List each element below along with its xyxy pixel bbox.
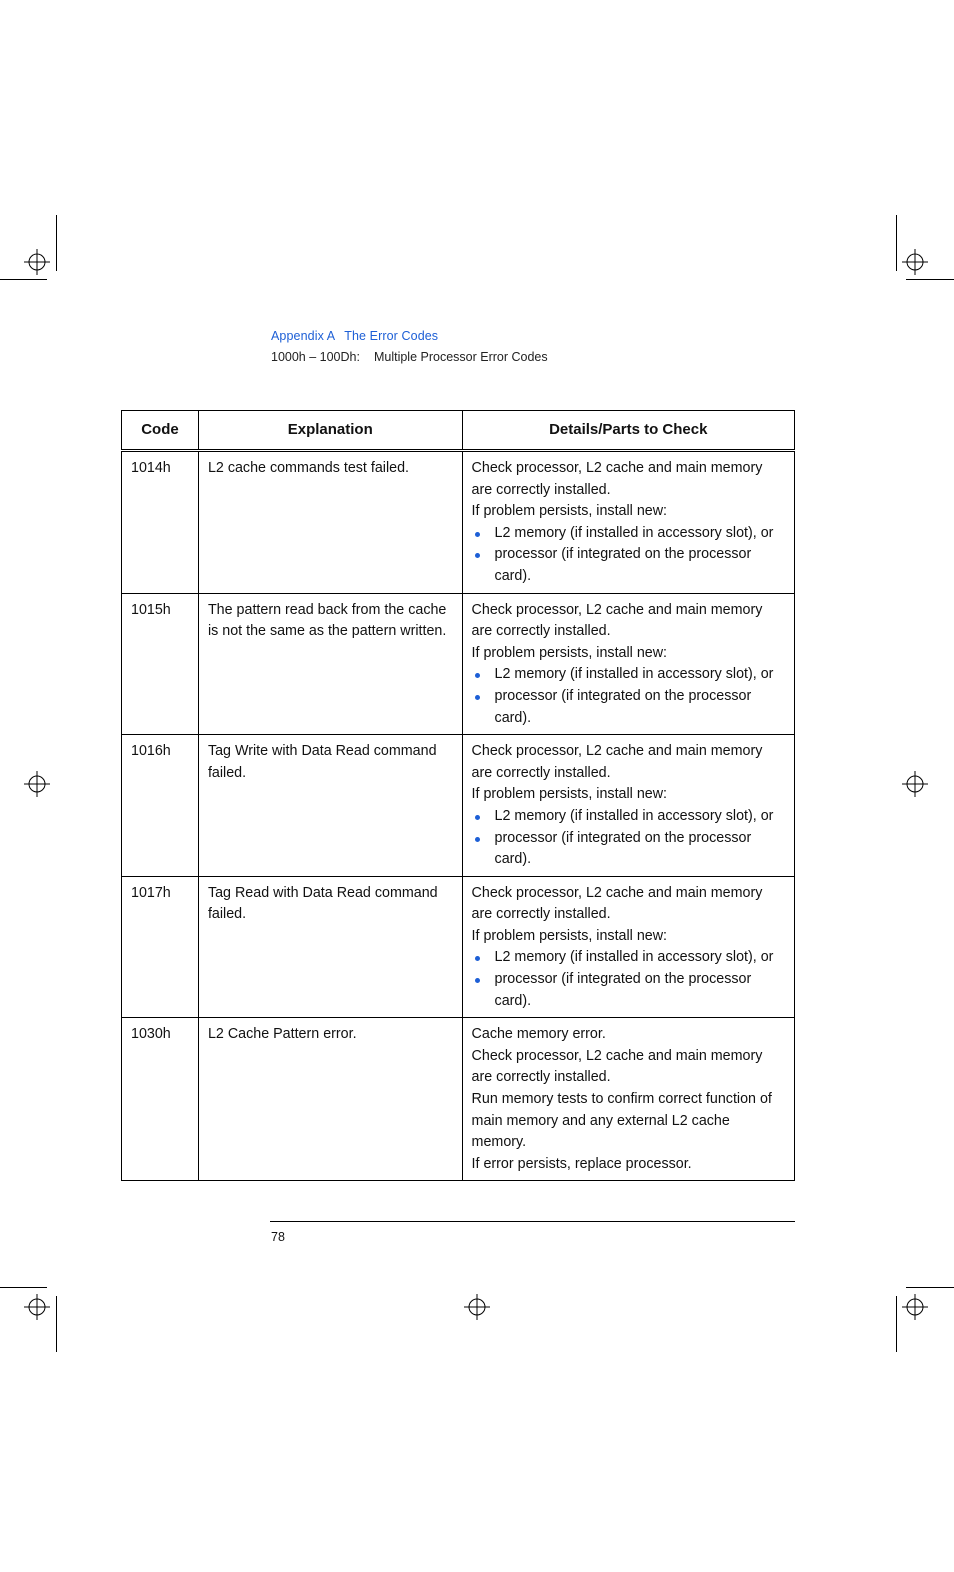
list-item: L2 memory (if installed in accessory slot), or <box>472 947 785 969</box>
running-header <box>271 329 548 364</box>
parts-list <box>472 947 785 1012</box>
details-cell <box>462 876 794 1018</box>
column-header-explanation: Explanation <box>198 411 462 451</box>
error-code-cell: 1016h <box>122 735 199 877</box>
column-header-code: Code <box>122 411 199 451</box>
list-item: processor (if integrated on the processor card). <box>472 686 785 729</box>
registration-mark-icon <box>24 1294 50 1320</box>
parts-list <box>472 806 785 871</box>
details-line: Check processor, L2 cache and main memory are correctly installed. <box>471 884 763 923</box>
details-line: Check processor, L2 cache and main memory are correctly installed. <box>471 460 763 498</box>
list-item: L2 memory (if installed in accessory slot), or <box>472 523 785 545</box>
details-cell <box>462 451 794 594</box>
details-line: If problem persists, install new: <box>471 786 668 803</box>
details-cell <box>462 593 794 735</box>
details-cell <box>462 735 794 877</box>
table-row <box>122 593 795 735</box>
page-number: 78 <box>271 1230 285 1244</box>
table-row <box>122 735 795 877</box>
details-line: Check processor, L2 cache and main memory are correctly installed. <box>471 743 763 781</box>
details-line: Check processor, L2 cache and main memory are correctly installed. <box>471 601 763 640</box>
registration-mark-icon <box>24 249 50 275</box>
explanation-cell: L2 Cache Pattern error. <box>198 1018 462 1181</box>
registration-mark-icon <box>902 249 928 275</box>
registration-mark-icon <box>902 771 928 797</box>
details-cell <box>462 1018 794 1181</box>
details-line: Check processor, L2 cache and main memory are correctly installed. <box>471 1047 763 1086</box>
error-code-cell: 1015h <box>122 593 199 735</box>
list-item: processor (if integrated on the processor card). <box>472 969 785 1012</box>
error-code-cell: 1014h <box>122 451 199 594</box>
breadcrumb <box>271 329 548 343</box>
registration-mark-icon <box>902 1294 928 1320</box>
footer-rule <box>270 1221 795 1222</box>
list-item: processor (if integrated on the processor card). <box>472 544 785 587</box>
appendix-label: Appendix A <box>271 329 336 343</box>
details-line: If error persists, replace processor. <box>471 1155 692 1172</box>
chapter-title: The Error Codes <box>344 329 439 343</box>
parts-list <box>472 664 785 729</box>
explanation-cell: L2 cache commands test failed. <box>198 451 462 594</box>
details-line: Run memory tests to confirm correct function of main memory and any external L2 cache memory. <box>471 1091 772 1151</box>
table-row <box>122 1018 795 1181</box>
list-item: L2 memory (if installed in accessory slot), or <box>472 806 785 828</box>
table-header-row <box>122 411 795 451</box>
table-body <box>122 451 795 1181</box>
explanation-cell: Tag Write with Data Read command failed. <box>198 735 462 877</box>
explanation-cell: Tag Read with Data Read command failed. <box>198 876 462 1018</box>
details-line: If problem persists, install new: <box>471 503 668 520</box>
error-code-cell: 1030h <box>122 1018 199 1181</box>
code-range: 1000h – 100Dh: <box>271 350 360 364</box>
table-row <box>122 451 795 594</box>
details-line: Cache memory error. <box>471 1026 606 1043</box>
error-codes-table <box>121 410 795 1181</box>
column-header-details: Details/Parts to Check <box>462 411 794 451</box>
explanation-cell: The pattern read back from the cache is not the same as the pattern written. <box>198 593 462 735</box>
error-code-cell: 1017h <box>122 876 199 1018</box>
list-item: L2 memory (if installed in accessory slot), or <box>472 664 785 686</box>
parts-list <box>472 523 785 588</box>
details-line: If problem persists, install new: <box>471 927 668 944</box>
list-item: processor (if integrated on the processor card). <box>472 828 785 871</box>
section-heading <box>271 350 548 364</box>
table-row <box>122 876 795 1018</box>
registration-mark-icon <box>464 1294 490 1320</box>
section-title: Multiple Processor Error Codes <box>373 350 548 364</box>
details-line: If problem persists, install new: <box>471 644 668 661</box>
registration-mark-icon <box>24 771 50 797</box>
